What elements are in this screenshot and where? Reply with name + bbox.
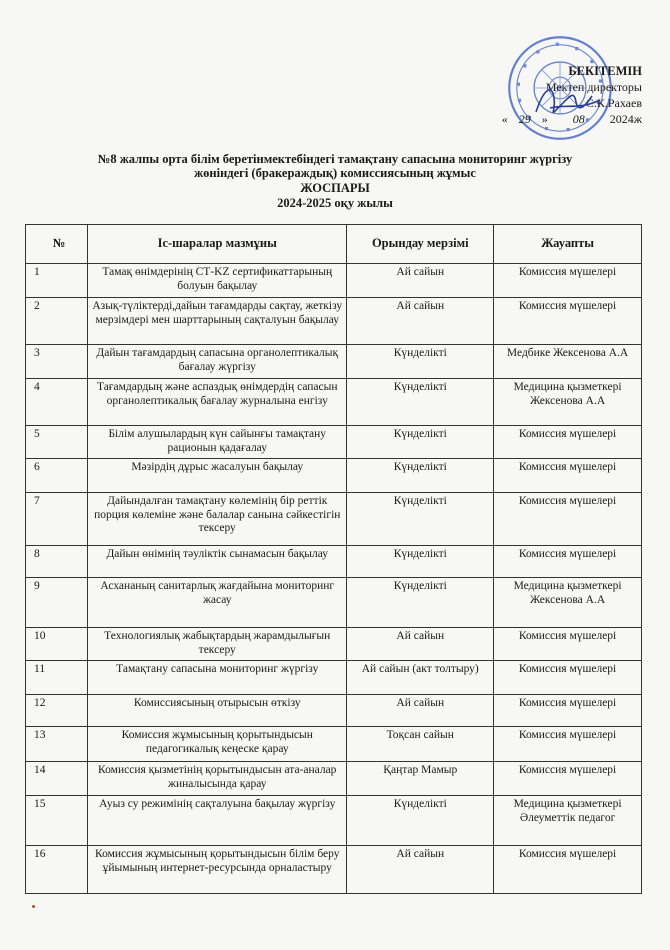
heading-line-2: жөніндегі (бракераждық) комиссиясының жұмыс [194,166,476,180]
row-task: Комиссия қызметінің қорытындысын ата-аналар жиналысында қарау [88,762,347,796]
row-task: Дайындалған тамақтану көлемінің бір реттік порция көлеміне және балалар санына сәйкестігін тексеру [88,493,347,546]
approval-block [492,56,642,136]
row-term: Күнделікті [347,546,494,578]
row-number: 13 [26,727,88,762]
date-year: 2024ж [609,112,642,126]
row-term: Күнделікті [347,493,494,546]
row-responsible: Медбике Жексенова А.А [494,345,642,379]
row-number: 5 [26,426,88,459]
row-task: Мәзірдің дұрыс жасалуын бақылау [88,459,347,493]
row-number: 3 [26,345,88,379]
row-task: Комиссия жұмысының қорытындысын педагогикалық кеңеске қарау [88,727,347,762]
row-task: Тағамдардың және аспаздық өнімдердің сапасын органолептикалық бағалау журналына енгізу [88,379,347,426]
row-task: Тамақтану сапасына мониторинг жүргізу [88,661,347,695]
row-number: 10 [26,628,88,661]
table-row [26,695,642,727]
row-responsible: Комиссия мүшелері [494,459,642,493]
date-mid: » [541,112,548,126]
row-term: Тоқсан сайын [347,727,494,762]
row-term: Ай сайын [347,846,494,894]
row-term: Күнделікті [347,426,494,459]
row-number: 12 [26,695,88,727]
table-row [26,264,642,298]
row-responsible: Комиссия мүшелері [494,493,642,546]
row-term: Күнделікті [347,796,494,846]
table-row [26,426,642,459]
approval-title: БЕКІТЕМІН [568,64,642,78]
table-row [26,578,642,628]
table-row [26,546,642,578]
row-responsible: Комиссия мүшелері [494,426,642,459]
row-responsible: Комиссия мүшелері [494,264,642,298]
heading-line-3: ЖОСПАРЫ [300,181,370,195]
row-term: Ай сайын [347,298,494,345]
row-term: Қаңтар Мамыр [347,762,494,796]
table-row [26,379,642,426]
row-number: 8 [26,546,88,578]
date-prefix: « [501,112,508,126]
row-responsible: Комиссия мүшелері [494,546,642,578]
row-task: Тамақ өнімдерінің СТ-KZ сертификаттарының болуын бақылау [88,264,347,298]
row-responsible: Комиссия мүшелері [494,846,642,894]
signature-icon [530,78,604,124]
table-row [26,661,642,695]
row-term: Ай сайын [347,695,494,727]
date-month: 08 [572,112,585,126]
row-number: 4 [26,379,88,426]
row-task: Асхананың санитарлық жағдайына мониторинг жасау [88,578,347,628]
row-responsible: Комиссия мүшелері [494,762,642,796]
row-responsible: Медицина қызметкері Жексенова А.А [494,578,642,628]
date-day: 29 [518,112,531,126]
row-task: Азық-түліктерді,дайын тағамдарды сақтау, жеткізу мерзімдері мен шарттарының сақталуын бақылау [88,298,347,345]
header-responsible: Жауапты [494,225,642,264]
row-task: Технологиялық жабықтардың жарамдылығын тексеру [88,628,347,661]
table-header-row [26,225,642,264]
row-responsible: Медицина қызметкері Жексенова А.А [494,379,642,426]
plan-table [25,224,642,894]
row-responsible: Комиссия мүшелері [494,661,642,695]
table-row [26,628,642,661]
table-row [26,345,642,379]
header-number: № [26,225,88,264]
row-responsible: Комиссия мүшелері [494,628,642,661]
row-term: Күнделікті [347,578,494,628]
heading-line-4: 2024-2025 оқу жылы [277,196,393,210]
row-responsible: Медицина қызметкері Әлеуметтік педагог [494,796,642,846]
row-task: Дайын тағамдардың сапасына органолептикалық бағалау жүргізу [88,345,347,379]
table-row [26,846,642,894]
table-row [26,727,642,762]
row-task: Білім алушылардың күн сайынғы тамақтану рационын қадағалау [88,426,347,459]
row-number: 6 [26,459,88,493]
row-task: Комиссия жұмысының қорытындысын білім беру ұйымының интернет-ресурсында орналастыру [88,846,347,894]
table-row [26,459,642,493]
row-number: 1 [26,264,88,298]
row-number: 7 [26,493,88,546]
row-task: Дайын өнімнің тәуліктік сынамасын бақылау [88,546,347,578]
heading-line-1: №8 жалпы орта білім беретінмектебіндегі тамақтану сапасына мониторинг жүргізу [97,152,573,166]
row-responsible: Комиссия мүшелері [494,298,642,345]
row-term: Ай сайын (акт толтыру) [347,661,494,695]
approval-position: Мектеп директоры [545,80,642,94]
row-task: Ауыз су режимінің сақталуына бақылау жүргізу [88,796,347,846]
row-term: Күнделікті [347,379,494,426]
table-row [26,298,642,345]
row-term: Күнделікті [347,459,494,493]
row-number: 2 [26,298,88,345]
table-row [26,762,642,796]
row-responsible: Комиссия мүшелері [494,695,642,727]
table-row [26,493,642,546]
row-number: 15 [26,796,88,846]
row-number: 11 [26,661,88,695]
row-task: Комиссиясының отырысын өткізу [88,695,347,727]
row-number: 9 [26,578,88,628]
row-term: Ай сайын [347,264,494,298]
row-responsible: Комиссия мүшелері [494,727,642,762]
row-number: 16 [26,846,88,894]
row-term: Ай сайын [347,628,494,661]
row-term: Күнделікті [347,345,494,379]
table-row [26,796,642,846]
approval-signer: С.К.Рахаев [585,96,642,110]
ink-mark [32,905,35,908]
row-number: 14 [26,762,88,796]
header-term: Орындау мерзімі [347,225,494,264]
header-task: Іс-шаралар мазмұны [88,225,347,264]
